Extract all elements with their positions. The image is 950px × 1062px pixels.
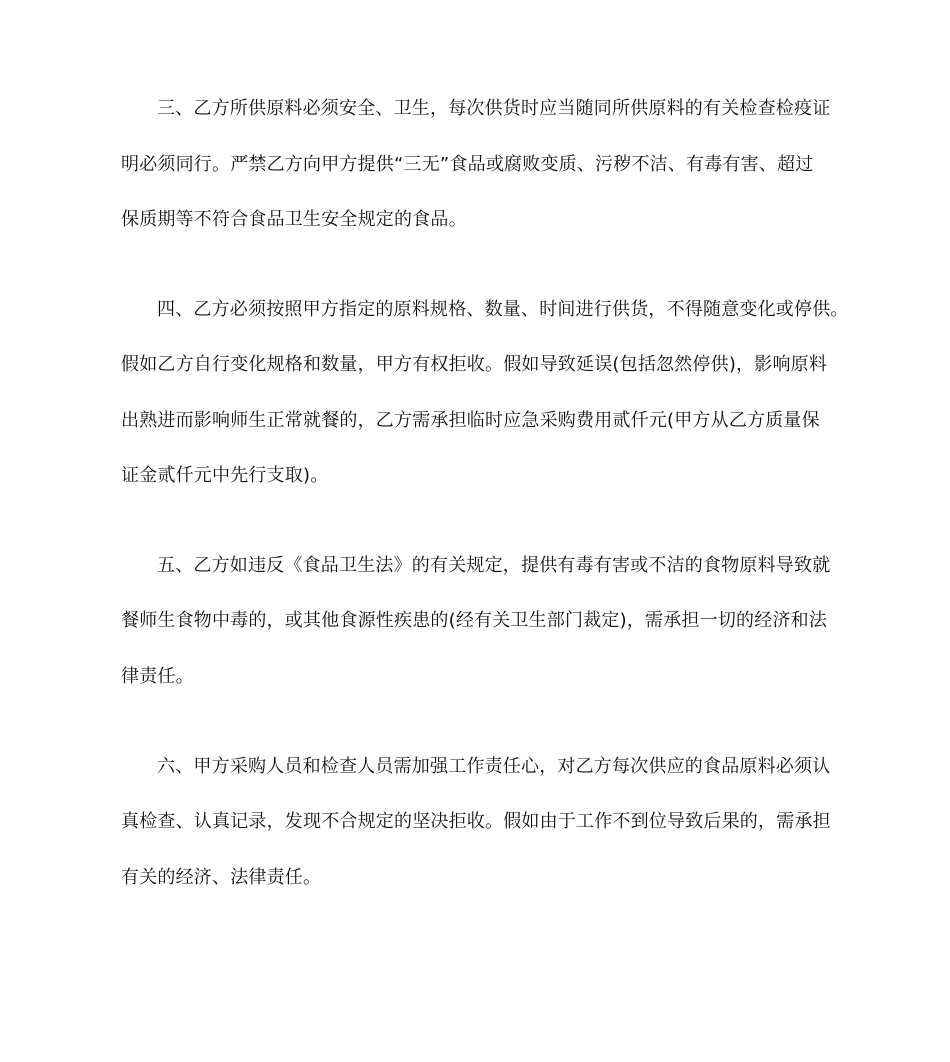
text-line: 出熟进而影响师生正常就餐的，乙方需承担临时应急采购费用贰仟元(甲方从乙方质量保 <box>121 410 820 431</box>
text-line: 三、乙方所供原料必须安全、卫生，每次供货时应当随同所供原料的有关检查检疫证 <box>157 98 831 119</box>
text-line: 五、乙方如违反《食品卫生法》的有关规定，提供有毒有害或不洁的食物原料导致就 <box>157 555 831 576</box>
text-line: 四、乙方必须按照甲方指定的原料规格、数量、时间进行供货，不得随意变化或停供。 <box>157 299 849 320</box>
text-line: 明必须同行。严禁乙方向甲方提供“三无”食品或腐败变质、污秽不洁、有毒有害、超过 <box>121 154 814 175</box>
text-line: 证金贰仟元中先行支取)。 <box>121 465 329 486</box>
text-line: 餐师生食物中毒的，或其他食源性疾患的(经有关卫生部门裁定)，需承担一切的经济和法 <box>121 610 828 631</box>
text-line: 保质期等不符合食品卫生安全规定的食品。 <box>121 209 467 230</box>
text-line: 六、甲方采购人员和检查人员需加强工作责任心，对乙方每次供应的食品原料必须认 <box>157 756 831 777</box>
text-line: 有关的经济、法律责任。 <box>121 867 322 888</box>
text-line: 真检查、认真记录，发现不合规定的坚决拒收。假如由于工作不到位导致后果的，需承担 <box>121 811 831 832</box>
text-line: 假如乙方自行变化规格和数量，甲方有权拒收。假如导致延误(包括忽然停供)，影响原料 <box>121 354 828 375</box>
text-line: 律责任。 <box>121 666 194 687</box>
